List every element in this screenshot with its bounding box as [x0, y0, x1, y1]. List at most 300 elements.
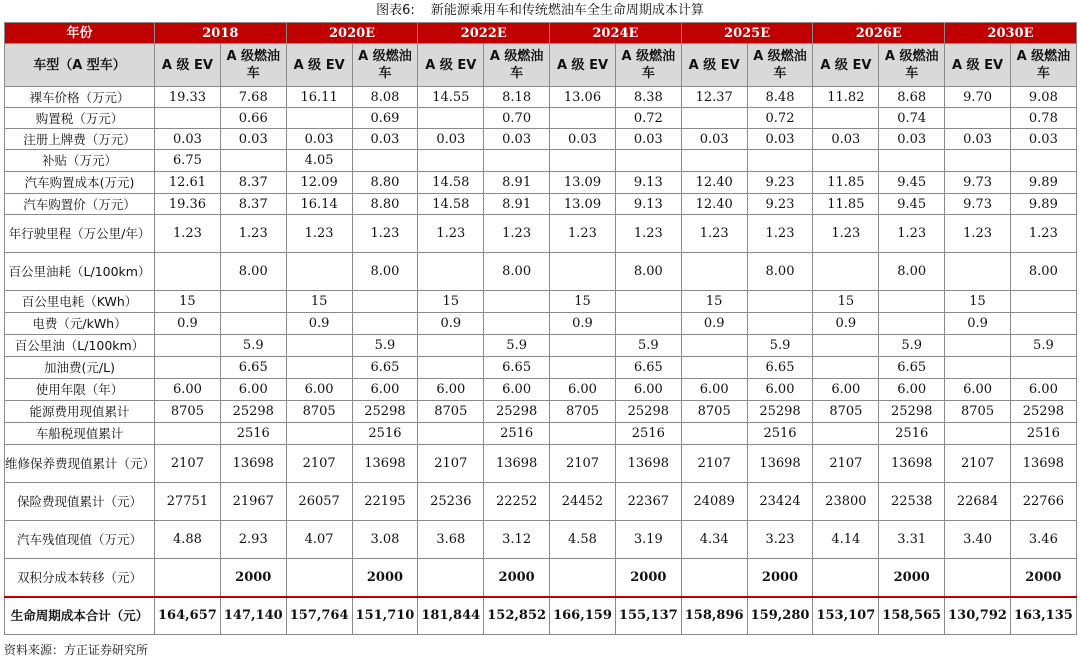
table-cell: 13698	[615, 445, 681, 483]
table-cell	[747, 291, 813, 313]
row-label: 年行驶里程（万公里/年）	[5, 215, 155, 253]
table-cell: 0.03	[615, 129, 681, 150]
table-cell: 181,844	[418, 597, 484, 635]
table-cell: 3.68	[418, 521, 484, 559]
table-cell: 0.78	[1010, 108, 1076, 129]
table-cell	[352, 313, 418, 335]
table-cell: 151,710	[352, 597, 418, 635]
table-cell: 8705	[550, 401, 616, 423]
table-cell: 8705	[945, 401, 1011, 423]
table-cell	[484, 150, 550, 172]
table-cell: 9.45	[879, 194, 945, 215]
table-cell	[813, 423, 879, 445]
table-cell: 14.55	[418, 87, 484, 108]
year-label: 年份	[5, 23, 155, 44]
table-cell	[1010, 357, 1076, 379]
table-cell: 8.37	[220, 194, 286, 215]
ice-column-header: A 级燃油车	[352, 44, 418, 87]
table-cell	[813, 559, 879, 597]
table-cell	[615, 150, 681, 172]
table-cell: 12.09	[286, 172, 352, 194]
table-cell: 5.9	[1010, 335, 1076, 357]
row-label: 能源费用现值累计	[5, 401, 155, 423]
table-cell: 153,107	[813, 597, 879, 635]
table-cell: 2107	[418, 445, 484, 483]
table-cell: 0.9	[550, 313, 616, 335]
table-cell: 12.61	[155, 172, 221, 194]
table-cell	[681, 559, 747, 597]
table-cell: 2516	[484, 423, 550, 445]
year-2018: 2018	[155, 23, 287, 44]
table-cell: 14.58	[418, 194, 484, 215]
table-cell: 1.23	[681, 215, 747, 253]
table-cell: 0.03	[418, 129, 484, 150]
table-cell: 15	[418, 291, 484, 313]
table-cell	[945, 108, 1011, 129]
table-body	[5, 87, 1077, 635]
table-cell	[615, 313, 681, 335]
table-cell: 8.00	[879, 253, 945, 291]
table-cell: 23800	[813, 483, 879, 521]
table-cell: 2107	[155, 445, 221, 483]
row-label: 百公里油耗（L/100km）	[5, 253, 155, 291]
table-row	[5, 401, 1077, 423]
table-cell: 12.40	[681, 194, 747, 215]
year-2030e: 2030E	[945, 23, 1077, 44]
table-cell: 0.9	[945, 313, 1011, 335]
table-cell	[550, 423, 616, 445]
table-cell: 0.9	[286, 313, 352, 335]
ev-column-header: A 级 EV	[681, 44, 747, 87]
table-cell	[155, 253, 221, 291]
table-cell: 6.65	[879, 357, 945, 379]
table-cell: 3.40	[945, 521, 1011, 559]
table-cell: 2000	[484, 559, 550, 597]
table-row	[5, 215, 1077, 253]
table-cell: 1.23	[945, 215, 1011, 253]
table-cell: 27751	[155, 483, 221, 521]
table-cell: 2107	[813, 445, 879, 483]
table-cell: 22367	[615, 483, 681, 521]
table-cell	[879, 313, 945, 335]
table-row	[5, 521, 1077, 559]
table-row	[5, 313, 1077, 335]
row-label: 汽车购置成本(万元)	[5, 172, 155, 194]
table-cell: 1.23	[615, 215, 681, 253]
table-cell	[879, 291, 945, 313]
table-cell: 13698	[747, 445, 813, 483]
table-cell: 24089	[681, 483, 747, 521]
table-cell: 0.03	[813, 129, 879, 150]
table-cell: 6.00	[220, 379, 286, 401]
table-cell: 2107	[681, 445, 747, 483]
table-cell: 13698	[1010, 445, 1076, 483]
table-cell: 9.73	[945, 194, 1011, 215]
table-cell: 2.93	[220, 521, 286, 559]
table-cell: 8.08	[352, 87, 418, 108]
table-cell: 8.00	[1010, 253, 1076, 291]
table-cell	[484, 291, 550, 313]
table-cell: 8705	[418, 401, 484, 423]
table-cell: 1.23	[286, 215, 352, 253]
table-cell	[220, 313, 286, 335]
table-cell	[813, 150, 879, 172]
table-cell: 8.00	[747, 253, 813, 291]
ice-column-header: A 级燃油车	[1010, 44, 1076, 87]
table-cell: 9.89	[1010, 194, 1076, 215]
table-cell: 6.65	[352, 357, 418, 379]
table-cell: 13698	[220, 445, 286, 483]
table-cell: 6.00	[550, 379, 616, 401]
row-label: 生命周期成本合计（元）	[5, 597, 155, 635]
table-cell: 6.00	[1010, 379, 1076, 401]
ev-column-header: A 级 EV	[550, 44, 616, 87]
table-cell: 6.00	[155, 379, 221, 401]
table-cell: 25298	[352, 401, 418, 423]
table-cell: 157,764	[286, 597, 352, 635]
table-cell: 13.06	[550, 87, 616, 108]
table-cell: 0.03	[220, 129, 286, 150]
row-label: 电费（元/kWh）	[5, 313, 155, 335]
table-cell	[220, 150, 286, 172]
table-cell: 1.23	[550, 215, 616, 253]
table-cell: 9.70	[945, 87, 1011, 108]
row-label: 裸车价格（万元）	[5, 87, 155, 108]
table-cell: 8.80	[352, 172, 418, 194]
table-cell: 8.80	[352, 194, 418, 215]
table-row	[5, 559, 1077, 597]
table-cell: 2107	[286, 445, 352, 483]
table-cell: 2000	[352, 559, 418, 597]
table-cell	[550, 253, 616, 291]
table-cell: 0.72	[615, 108, 681, 129]
table-cell: 13.09	[550, 172, 616, 194]
table-cell: 155,137	[615, 597, 681, 635]
table-cell	[418, 357, 484, 379]
table-row	[5, 423, 1077, 445]
table-cell: 0.74	[879, 108, 945, 129]
table-cell	[1010, 313, 1076, 335]
table-row	[5, 445, 1077, 483]
year-2020e: 2020E	[286, 23, 418, 44]
table-cell: 15	[945, 291, 1011, 313]
year-2026e: 2026E	[813, 23, 945, 44]
table-cell: 8.00	[352, 253, 418, 291]
ev-column-header: A 级 EV	[418, 44, 484, 87]
figure-title: 新能源乘用车和传统燃油车全生命周期成本计算	[430, 3, 704, 18]
total-row	[5, 597, 1077, 635]
table-cell	[418, 253, 484, 291]
figure-caption	[0, 0, 1080, 22]
table-cell	[747, 313, 813, 335]
table-cell: 0.9	[813, 313, 879, 335]
row-label: 使用年限（年）	[5, 379, 155, 401]
table-cell: 1.23	[1010, 215, 1076, 253]
table-cell: 0.70	[484, 108, 550, 129]
table-cell	[681, 423, 747, 445]
table-cell: 6.00	[681, 379, 747, 401]
row-label: 汽车残值现值（万元）	[5, 521, 155, 559]
ice-column-header: A 级燃油车	[220, 44, 286, 87]
table-cell: 9.73	[945, 172, 1011, 194]
row-label: 购置税（万元）	[5, 108, 155, 129]
table-cell: 22766	[1010, 483, 1076, 521]
table-cell: 15	[155, 291, 221, 313]
table-cell: 0.9	[155, 313, 221, 335]
table-row	[5, 172, 1077, 194]
table-row	[5, 483, 1077, 521]
table-cell: 5.9	[484, 335, 550, 357]
row-label: 保险费现值累计（元）	[5, 483, 155, 521]
table-cell: 3.19	[615, 521, 681, 559]
table-cell: 7.68	[220, 87, 286, 108]
table-cell: 22195	[352, 483, 418, 521]
ev-column-header: A 级 EV	[945, 44, 1011, 87]
table-cell: 6.00	[352, 379, 418, 401]
table-cell: 5.9	[879, 335, 945, 357]
table-cell: 152,852	[484, 597, 550, 635]
vehicle-type-header-row	[5, 44, 1077, 87]
table-cell	[550, 108, 616, 129]
table-cell	[681, 357, 747, 379]
table-cell: 2000	[879, 559, 945, 597]
table-cell: 0.03	[879, 129, 945, 150]
table-cell	[418, 108, 484, 129]
cost-table	[4, 22, 1077, 635]
table-cell: 15	[286, 291, 352, 313]
table-cell	[220, 291, 286, 313]
table-cell: 4.88	[155, 521, 221, 559]
table-cell: 9.13	[615, 172, 681, 194]
table-cell: 8.00	[484, 253, 550, 291]
row-label: 注册上牌费（万元）	[5, 129, 155, 150]
row-label: 双积分成本转移（元）	[5, 559, 155, 597]
table-cell: 8.68	[879, 87, 945, 108]
vehicle-type-label: 车型（A 型车）	[5, 44, 155, 87]
table-cell: 2107	[550, 445, 616, 483]
table-cell: 15	[813, 291, 879, 313]
table-cell: 6.65	[615, 357, 681, 379]
table-cell	[286, 108, 352, 129]
table-cell: 1.23	[879, 215, 945, 253]
table-cell: 16.11	[286, 87, 352, 108]
table-cell: 4.34	[681, 521, 747, 559]
table-cell	[418, 423, 484, 445]
table-cell: 8.37	[220, 172, 286, 194]
table-cell	[945, 423, 1011, 445]
table-cell	[418, 559, 484, 597]
table-cell: 0.69	[352, 108, 418, 129]
table-cell: 9.45	[879, 172, 945, 194]
table-cell	[155, 423, 221, 445]
table-row	[5, 335, 1077, 357]
table-cell	[418, 150, 484, 172]
table-cell: 13698	[879, 445, 945, 483]
table-cell: 3.46	[1010, 521, 1076, 559]
table-cell	[286, 335, 352, 357]
table-cell: 0.9	[681, 313, 747, 335]
table-cell	[550, 559, 616, 597]
table-cell	[945, 150, 1011, 172]
table-cell: 1.23	[747, 215, 813, 253]
table-cell	[813, 357, 879, 379]
table-cell: 1.23	[220, 215, 286, 253]
table-cell: 11.85	[813, 172, 879, 194]
year-2022e: 2022E	[418, 23, 550, 44]
table-cell: 2516	[615, 423, 681, 445]
table-cell: 159,280	[747, 597, 813, 635]
table-cell: 5.9	[747, 335, 813, 357]
table-cell	[681, 335, 747, 357]
table-cell	[155, 357, 221, 379]
table-cell: 8.91	[484, 194, 550, 215]
table-cell	[286, 559, 352, 597]
table-row	[5, 357, 1077, 379]
table-cell: 1.23	[352, 215, 418, 253]
table-cell: 2516	[879, 423, 945, 445]
table-cell: 6.00	[484, 379, 550, 401]
ev-column-header: A 级 EV	[155, 44, 221, 87]
table-cell: 4.14	[813, 521, 879, 559]
table-cell: 14.58	[418, 172, 484, 194]
table-cell: 25298	[879, 401, 945, 423]
table-row	[5, 253, 1077, 291]
table-row	[5, 194, 1077, 215]
ice-column-header: A 级燃油车	[879, 44, 945, 87]
year-header-row	[5, 23, 1077, 44]
table-cell: 19.33	[155, 87, 221, 108]
table-cell: 22538	[879, 483, 945, 521]
table-cell: 4.05	[286, 150, 352, 172]
table-cell	[550, 357, 616, 379]
table-cell: 4.58	[550, 521, 616, 559]
table-row	[5, 379, 1077, 401]
table-cell: 0.03	[681, 129, 747, 150]
table-cell: 8705	[813, 401, 879, 423]
table-cell: 8.48	[747, 87, 813, 108]
source-note: 资料来源：方正证券研究所	[4, 643, 149, 657]
table-cell: 15	[550, 291, 616, 313]
table-cell: 4.07	[286, 521, 352, 559]
row-label: 补贴（万元）	[5, 150, 155, 172]
table-cell: 166,159	[550, 597, 616, 635]
table-cell: 2516	[747, 423, 813, 445]
table-cell: 8.91	[484, 172, 550, 194]
table-cell: 2000	[747, 559, 813, 597]
table-cell: 6.00	[418, 379, 484, 401]
table-cell: 0.03	[352, 129, 418, 150]
table-row	[5, 150, 1077, 172]
table-cell: 2516	[352, 423, 418, 445]
table-cell: 8.00	[220, 253, 286, 291]
table-cell: 8705	[681, 401, 747, 423]
year-2025e: 2025E	[681, 23, 813, 44]
table-cell: 25298	[1010, 401, 1076, 423]
table-cell: 2000	[1010, 559, 1076, 597]
table-cell: 0.03	[747, 129, 813, 150]
table-cell: 9.13	[615, 194, 681, 215]
table-cell	[945, 357, 1011, 379]
table-cell: 6.00	[945, 379, 1011, 401]
table-cell: 0.72	[747, 108, 813, 129]
table-cell: 9.08	[1010, 87, 1076, 108]
row-label: 维修保养费现值累计（元）	[5, 445, 155, 483]
table-cell	[484, 313, 550, 335]
table-cell: 6.65	[747, 357, 813, 379]
table-cell: 9.23	[747, 194, 813, 215]
table-row	[5, 129, 1077, 150]
table-cell	[155, 108, 221, 129]
table-cell: 11.82	[813, 87, 879, 108]
table-row	[5, 108, 1077, 129]
table-cell: 163,135	[1010, 597, 1076, 635]
table-cell	[681, 253, 747, 291]
ev-column-header: A 级 EV	[813, 44, 879, 87]
table-cell: 0.03	[1010, 129, 1076, 150]
table-cell: 25298	[220, 401, 286, 423]
table-cell: 12.40	[681, 172, 747, 194]
table-cell: 25236	[418, 483, 484, 521]
table-cell: 1.23	[418, 215, 484, 253]
row-label: 车船税现值累计	[5, 423, 155, 445]
table-row	[5, 87, 1077, 108]
table-cell	[286, 423, 352, 445]
table-cell: 25298	[615, 401, 681, 423]
table-cell: 21967	[220, 483, 286, 521]
table-cell: 6.00	[879, 379, 945, 401]
table-cell	[681, 150, 747, 172]
table-cell: 26057	[286, 483, 352, 521]
table-cell: 13.09	[550, 194, 616, 215]
table-cell: 24452	[550, 483, 616, 521]
table-cell	[615, 291, 681, 313]
table-cell	[352, 150, 418, 172]
table-cell: 130,792	[945, 597, 1011, 635]
table-cell	[418, 335, 484, 357]
table-cell	[747, 150, 813, 172]
table-cell: 6.00	[813, 379, 879, 401]
table-cell: 3.23	[747, 521, 813, 559]
table-cell	[155, 335, 221, 357]
table-cell	[813, 253, 879, 291]
table-cell	[352, 291, 418, 313]
table-cell: 8.00	[615, 253, 681, 291]
table-cell	[681, 108, 747, 129]
table-cell: 1.23	[484, 215, 550, 253]
table-cell: 3.12	[484, 521, 550, 559]
table-cell	[550, 150, 616, 172]
table-cell	[550, 335, 616, 357]
table-cell: 9.23	[747, 172, 813, 194]
table-cell: 0.03	[286, 129, 352, 150]
row-label: 百公里电耗（KWh）	[5, 291, 155, 313]
table-cell	[813, 108, 879, 129]
table-cell: 6.65	[484, 357, 550, 379]
row-label: 汽车购置价（万元）	[5, 194, 155, 215]
table-cell: 25298	[747, 401, 813, 423]
ice-column-header: A 级燃油车	[615, 44, 681, 87]
table-cell: 25298	[484, 401, 550, 423]
table-cell: 9.89	[1010, 172, 1076, 194]
table-cell	[945, 253, 1011, 291]
table-cell	[879, 150, 945, 172]
table-cell: 158,565	[879, 597, 945, 635]
table-cell	[945, 335, 1011, 357]
table-cell: 164,657	[155, 597, 221, 635]
table-cell: 6.00	[747, 379, 813, 401]
year-2024e: 2024E	[550, 23, 682, 44]
table-cell: 2107	[945, 445, 1011, 483]
